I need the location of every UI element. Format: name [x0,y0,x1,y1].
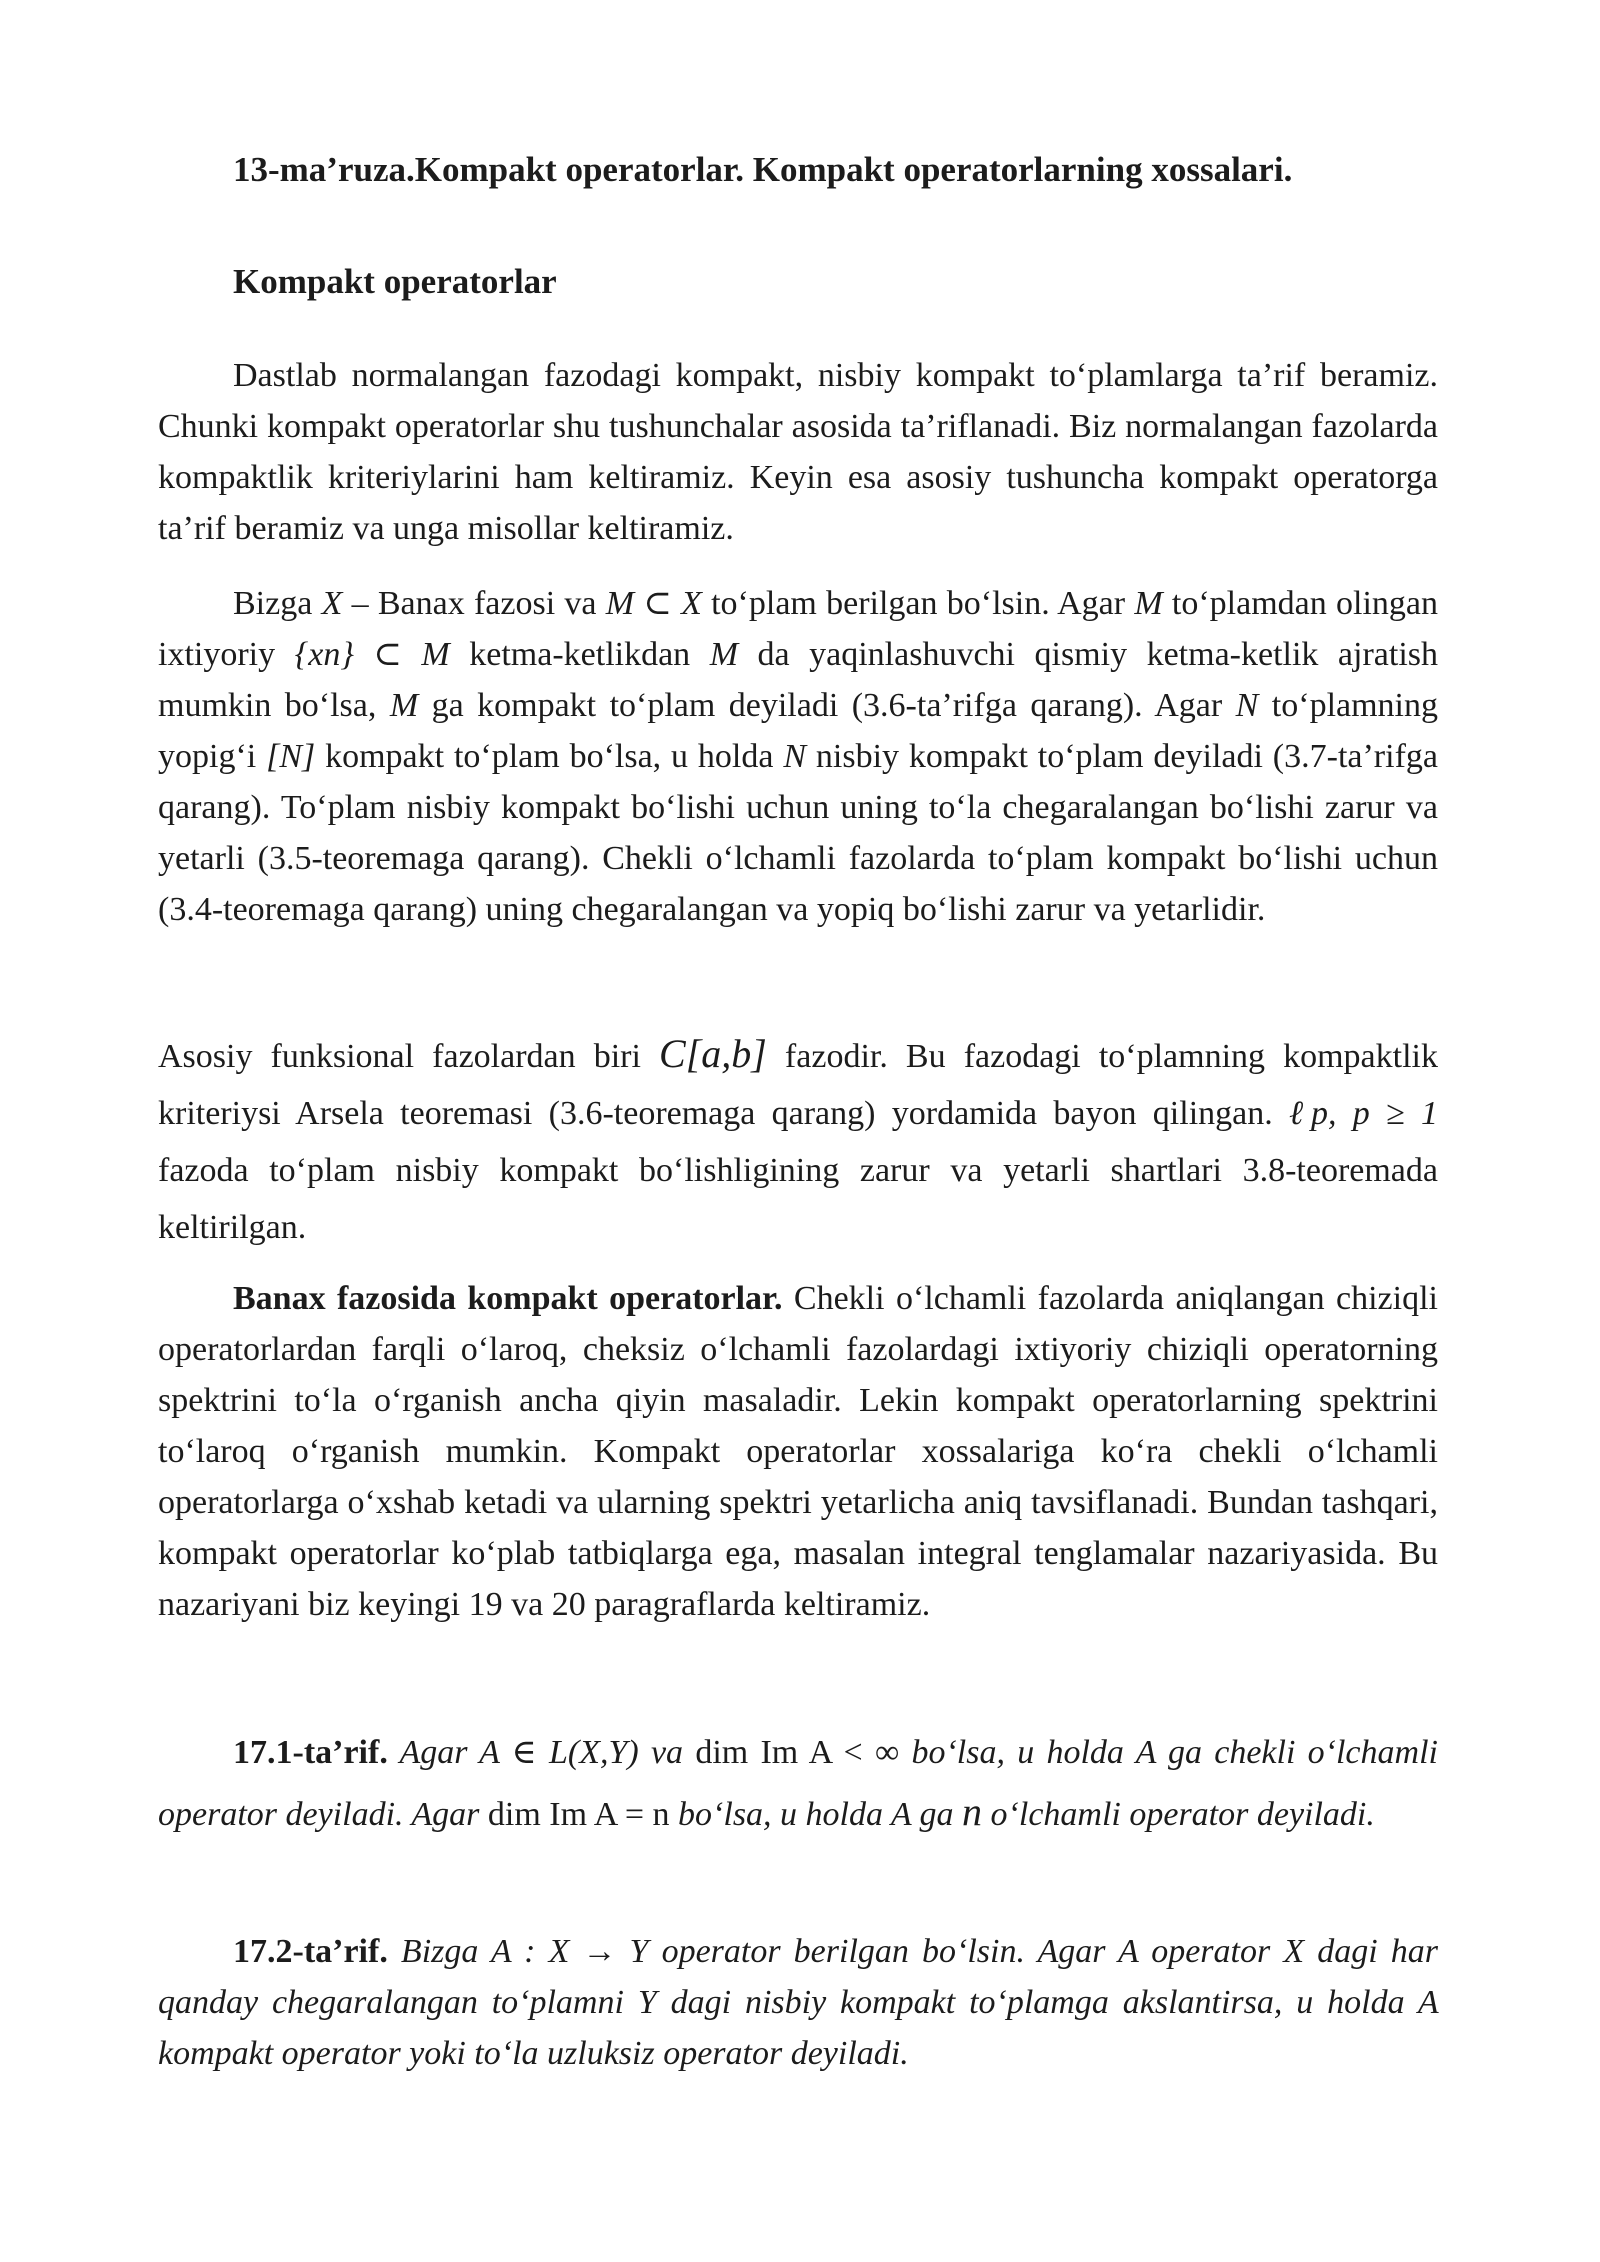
definition-label: 17.2-ta’rif. [233,1933,388,1970]
math-m: M [389,687,419,724]
text: dagi har qanday chegaralangan to‘plamni [158,1933,1439,2021]
text: to‘plamning yopig‘i [158,687,1439,775]
math-a-map: A : X → Y [490,1933,649,1970]
math-x: X [321,585,343,622]
banach-compact-set-paragraph [158,578,1438,935]
text: Asosiy funksional fazolardan biri [158,1038,660,1075]
text: Bizga [233,585,322,622]
text: bo‘lsa, u holda [669,1796,891,1833]
math-x: X [1283,1933,1305,1970]
compact-operators-paragraph [158,1273,1438,1630]
text: ga kompakt to‘plam deyiladi (3.6-ta’rifga qarang). Agar [418,687,1236,724]
math-m-subset-x: M ⊂ X [605,585,702,622]
math-n: n [962,1789,983,1834]
text: kompakt to‘plam bo‘lsa, u holda [315,738,784,775]
text: operator [1138,1933,1284,1970]
math-closure-n: [N] [266,738,316,775]
text: Bizga [387,1933,491,1970]
math-a: A [1117,1933,1139,1970]
math-n: N [783,738,807,775]
text: Agar [387,1734,480,1771]
math-m: M [709,636,739,673]
text: kompakt operator yoki to‘la uzluksiz operator deyiladi. [158,2035,909,2072]
text: ga [911,1796,963,1833]
text: bo‘lsa, u holda [899,1734,1136,1771]
math-c-ab: C[a,b] [659,1031,767,1076]
math-m: M [1134,585,1163,622]
text: operator berilgan bo‘lsin. Agar [648,1933,1118,1970]
text: to‘plamdan olingan ixtiyoriy [158,585,1438,673]
definition-17-2 [158,1926,1438,2079]
text: ketma-ketlikdan [449,636,710,673]
definition-17-1 [158,1723,1438,1844]
math-a: A [1135,1734,1156,1771]
math-a: A [890,1796,912,1833]
text: va [638,1734,696,1771]
text: – Banax fazosi va [342,585,606,622]
text: to‘plam berilgan bo‘lsin. Agar [701,585,1135,622]
text: fazoda to‘plam nisbiy kompakt bo‘lishligining zarur va yetarli shartlari 3.8-teoremada keltirilgan. [158,1152,1438,1246]
text: da yaqinlashuvchi qismiy ketma-ketlik ajratish mumkin bo‘lsa, [158,636,1438,724]
math-y: Y [637,1984,657,2021]
text: o‘lchamli operator deyiladi. [982,1796,1375,1833]
intro-paragraph: Dastlab normalangan fazodagi kompakt, nisbiy kompakt to‘plamlarga ta’rif beramiz. Chunki kompakt operatorlar shu tushunchalar asosida ta’riflanadi. Biz normalangan fazolarda kompaktlik kriteriylarini ham keltiramiz. Keyin esa asosiy tushuncha kompakt operatorga ta’rif beramiz va unga misollar keltiramiz. [158,357,1438,547]
text: fazodir. Bu fazodagi to‘plamning kompaktlik kriteriysi Arsela teoremasi (3.6-teoremaga qarang) yordamida bayon qilingan. [158,1038,1438,1132]
text: nisbiy kompakt to‘plam deyiladi (3.7-ta’rifga qarang). To‘plam nisbiy kompakt bo‘lishi uchun uning to‘la chegaralangan bo‘lishi zarur va yetarli (3.5-teoremaga qarang). Chekli o‘lchamli fazolarda to‘plam kompakt bo‘lishi uchun (3.4-teoremaga qarang) uning chegaralangan va yopiq bo‘lishi zarur va yetarlidir. [158,738,1438,928]
math-sequence: {xn} ⊂ M [294,636,450,673]
math-a-in-l: A ∈ L(X,Y) [479,1734,639,1771]
math-lp: ℓp, p ≥ 1 [1289,1095,1438,1132]
definition-label: 17.1-ta’rif. [233,1734,388,1771]
text: Chekli o‘lchamli fazolarda aniqlangan chiziqli operatorlardan farqli o‘laroq, cheksiz o‘lchamli fazolardagi ixtiyoriy chiziqli operatorning spektrini to‘la o‘rganish ancha qiyin masaladir. Lekin kompakt operatorlarning spektrini to‘laroq o‘rganish mumkin. Kompakt operatorlar xossalariga ko‘ra chekli o‘lchamli operatorlarga o‘xshab ketadi va ularning spektri yetarlicha aniq tavsiflanadi. Bundan tashqari, kompakt operatorlar ko‘plab tatbiqlarga ega, masalan integral tenglamalar nazariyasida. Bu nazariyani biz keyingi 19 va 20 paragraflarda keltiramiz. [158,1280,1438,1623]
math-dim-n: dim Im A = n [487,1796,670,1833]
math-dim-finite: dim Im A < ∞ [695,1734,900,1771]
bold-lead: Banax fazosida kompakt operatorlar. [233,1280,783,1317]
text: ga chekli o‘lchamli operator deyiladi. Agar [158,1734,1438,1833]
section-heading: Kompakt operatorlar [233,262,557,301]
math-a: A [1417,1984,1438,2021]
function-spaces-paragraph [158,1025,1438,1256]
math-n: N [1235,687,1259,724]
lecture-title: 13-ma’ruza.Kompakt operatorlar. Kompakt operatorlarning xossalari. [233,150,1293,189]
text: dagi nisbiy kompakt to‘plamga akslantirsa, u holda [656,1984,1418,2021]
